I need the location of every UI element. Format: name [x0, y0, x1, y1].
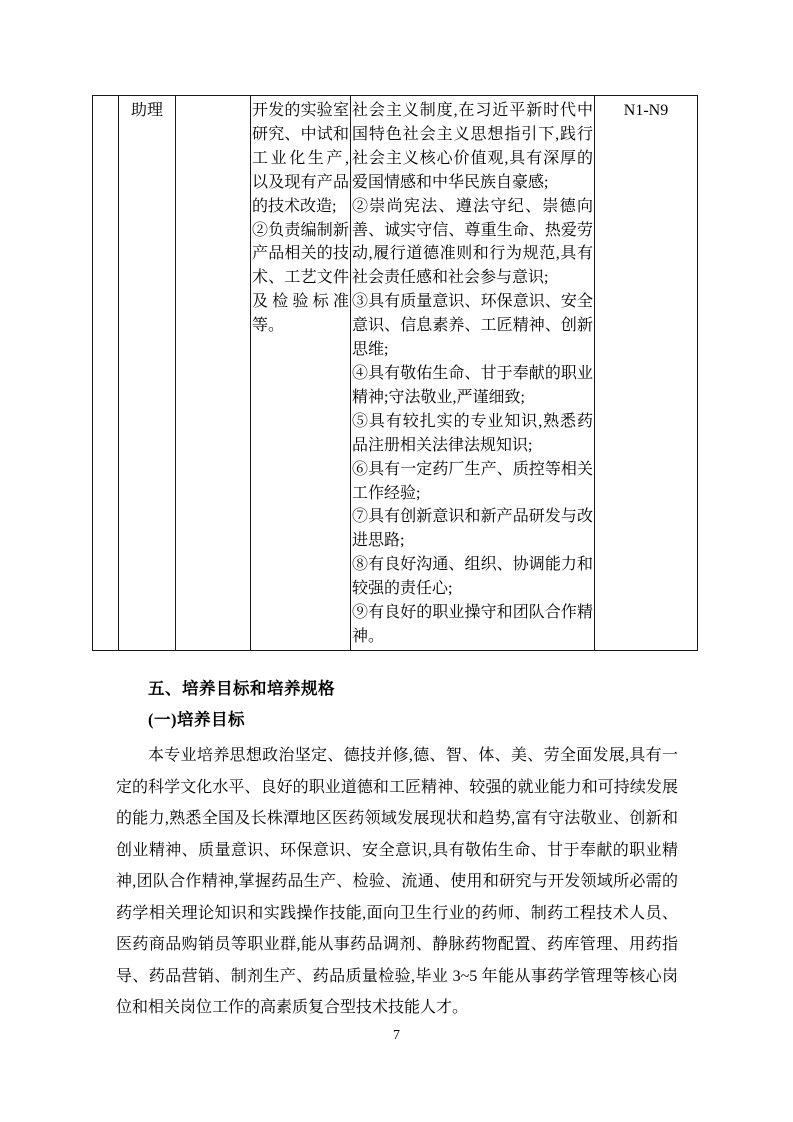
table-cell-duties: [251, 96, 351, 650]
table-cell-quality-requirements: [351, 96, 595, 650]
training-objective-paragraph: 本专业培养思想政治坚定、德技并修,德、智、体、美、劳全面发展,具有一定的科学文化水平、良好的职业道德和工匠精神、较强的就业能力和可持续发展的能力,熟悉全国及长株潭地区医药领域发展现状和趋势,富有守法敬业、创新和创业精神、质量意识、环保意识、安全意识,具有敬佑生命、甘于奉献的职业精神,团队合作精神,掌握药品生产、检验、流通、使用和研究与开发领域所必需的药学相关理论知识和实践操作技能,面向卫生行业的药师、制药工程技术人员、医药商品购销员等职业群,能从事药品调剂、静脉药物配置、药库管理、用药指导、药品营销、制剂生产、药品质量检验,毕业 3~5 年能从事药学管理等核心岗位和相关岗位工作的高素质复合型技术技能人才。: [116, 747, 678, 1016]
cell-list-item: 开发的实验室研究、中试和工业化生产,以及现有产品的技术改造;: [252, 102, 349, 215]
cell-list-item: ⑧有良好沟通、组织、协调能力和较强的责任心;: [352, 556, 593, 598]
cell-list-item: ⑤具有较扎实的专业知识,熟悉药品注册相关法律法规知识;: [352, 412, 593, 454]
table-cell-cert-code: N1-N9: [623, 102, 669, 119]
position-requirements-table: [92, 95, 698, 651]
page-number: 7: [393, 1028, 400, 1043]
cell-list-item: ⑦具有创新意识和新产品研发与改进思路;: [352, 508, 593, 550]
table-cell-empty: [176, 96, 251, 650]
cell-list-item: ⑥具有一定药厂生产、质控等相关工作经验;: [352, 460, 593, 502]
cell-list-item: ②负责编制新产品相关的技术、工艺文件及检验标准等。: [252, 221, 349, 335]
cell-list-item: ③具有质量意识、环保意识、安全意识、信息素养、工匠精神、创新思维;: [352, 293, 593, 359]
section-heading: 五、培养目标和培养规格: [148, 679, 335, 698]
table-cell-index: [93, 96, 119, 650]
section-subheading: (一)培养目标: [148, 710, 245, 729]
cell-list-item: 社会主义制度,在习近平新时代中国特色社会主义思想指引下,践行社会主义核心价值观,具有深厚的爱国情感和中华民族自豪感;: [352, 102, 593, 191]
cell-list-item: ⑨有良好的职业操守和团队合作精神。: [352, 604, 593, 645]
cell-list-item: ④具有敬佑生命、甘于奉献的职业精神;守法敬业,严谨细致;: [352, 364, 593, 406]
table-cell-level: 助理: [119, 96, 176, 650]
cell-list-item: ②崇尚宪法、遵法守纪、崇德向善、诚实守信、尊重生命、热爱劳动,履行道德准则和行为规范,具有社会责任感和社会参与意识;: [352, 197, 593, 287]
